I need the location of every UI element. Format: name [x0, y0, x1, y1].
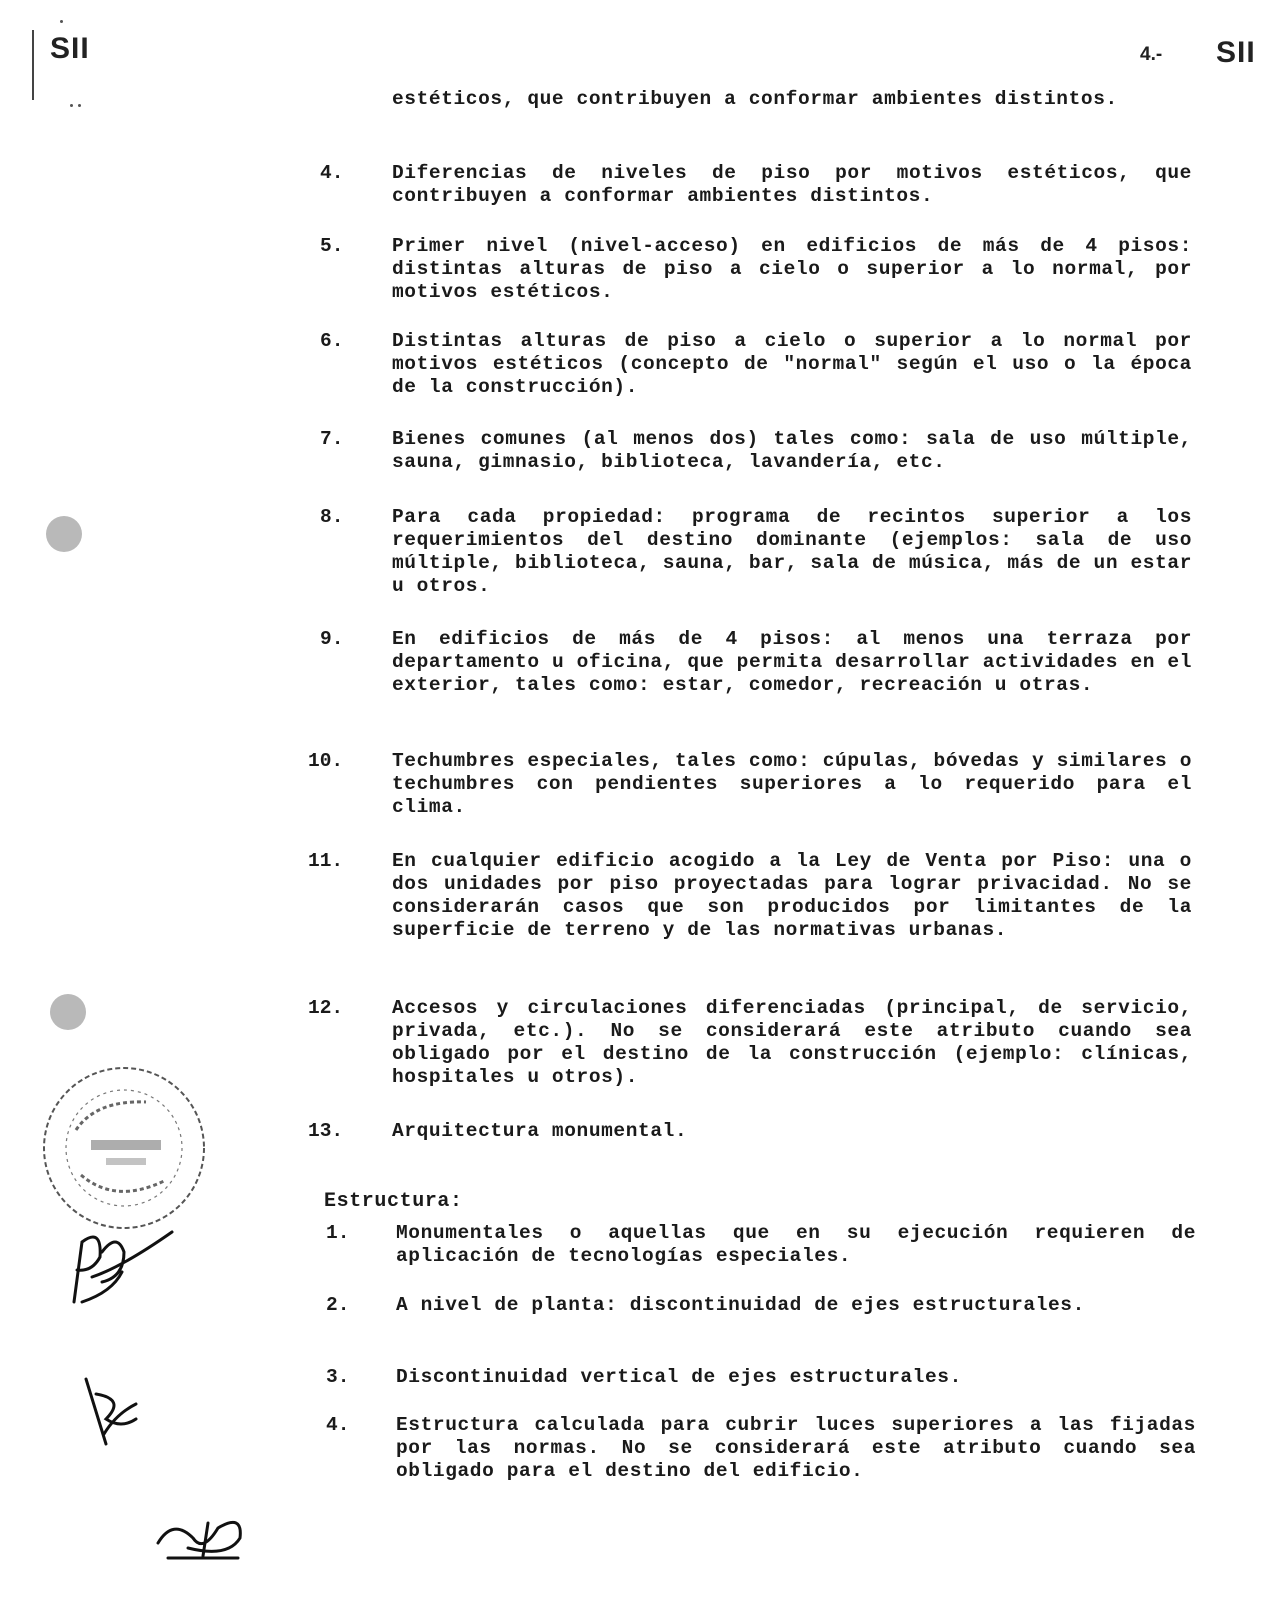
list-item: Estructura calculada para cubrir luces superiores a las fijadas por las normas. No se considerará este atributo cuando sea obligado para el destino del edificio. [396, 1414, 1196, 1482]
list-item: Arquitectura monumental. [392, 1120, 688, 1142]
list-item: Para cada propiedad: programa de recintos superior a los requerimientos del destino dominante (ejemplos: sala de uso múltiple, biblioteca, sauna, bar, sala de música, más de un estar u otros. [392, 506, 1192, 597]
official-stamp-icon [36, 1060, 216, 1240]
dot-mark [78, 104, 81, 107]
list-item: Bienes comunes (al menos dos) tales como: sala de uso múltiple, sauna, gimnasio, biblioteca, lavandería, etc. [392, 428, 1192, 473]
signature-icon [62, 1222, 182, 1312]
item-number: 9. [320, 628, 344, 650]
sii-logo-left: SII [50, 32, 90, 65]
item-number: 4. [320, 162, 344, 184]
list-item: Accesos y circulaciones diferenciadas (principal, de servicio, privada, etc.). No se considerará este atributo cuando sea obligado por el destino de la construcción (ejemplo: clínicas, hospitales u otros). [392, 997, 1192, 1088]
item-number: 6. [320, 330, 344, 352]
continuation-paragraph: estéticos, que contribuyen a conformar ambientes distintos. [392, 88, 1118, 110]
punch-hole [50, 994, 86, 1030]
section-title-estructura: Estructura: [324, 1190, 463, 1213]
item-number: 1. [326, 1222, 350, 1244]
dot-mark [60, 20, 63, 23]
list-item: En cualquier edificio acogido a la Ley de Venta por Piso: una o dos unidades por piso proyectadas para lograr privacidad. No se considerarán casos que son producidos por limitantes de la superficie de terreno y de las normativas urbanas. [392, 850, 1192, 941]
item-number: 12. [308, 997, 344, 1019]
item-number: 11. [308, 850, 344, 872]
item-number: 8. [320, 506, 344, 528]
page-number: 4.- [1140, 44, 1163, 65]
list-item: Distintas alturas de piso a cielo o superior a lo normal por motivos estéticos (concepto de "normal" según el uso o la época de la construcción). [392, 330, 1192, 398]
list-item: Diferencias de niveles de piso por motivos estéticos, que contribuyen a conformar ambientes distintos. [392, 162, 1192, 207]
punch-hole [46, 516, 82, 552]
edge-mark [32, 30, 34, 100]
item-number: 2. [326, 1294, 350, 1316]
list-item: En edificios de más de 4 pisos: al menos una terraza por departamento u oficina, que permita desarrollar actividades en el exterior, tales como: estar, comedor, recreación u otras. [392, 628, 1192, 696]
signature-icon [76, 1374, 156, 1454]
item-number: 13. [308, 1120, 344, 1142]
list-item: Primer nivel (nivel-acceso) en edificios de más de 4 pisos: distintas alturas de piso a cielo o superior a lo normal, por motivos estéticos. [392, 235, 1192, 303]
list-item: A nivel de planta: discontinuidad de ejes estructurales. [396, 1294, 1085, 1316]
dot-mark [70, 104, 73, 107]
item-number: 5. [320, 235, 344, 257]
item-number: 10. [308, 750, 344, 772]
signature-icon [148, 1508, 258, 1568]
item-number: 4. [326, 1414, 350, 1436]
list-item: Discontinuidad vertical de ejes estructurales. [396, 1366, 962, 1388]
list-item: Techumbres especiales, tales como: cúpulas, bóvedas y similares o techumbres con pendientes superiores a lo requerido para el clima. [392, 750, 1192, 818]
item-number: 7. [320, 428, 344, 450]
list-item: Monumentales o aquellas que en su ejecución requieren de aplicación de tecnologías especiales. [396, 1222, 1196, 1267]
sii-logo-right: SII [1216, 36, 1256, 69]
item-number: 3. [326, 1366, 350, 1388]
